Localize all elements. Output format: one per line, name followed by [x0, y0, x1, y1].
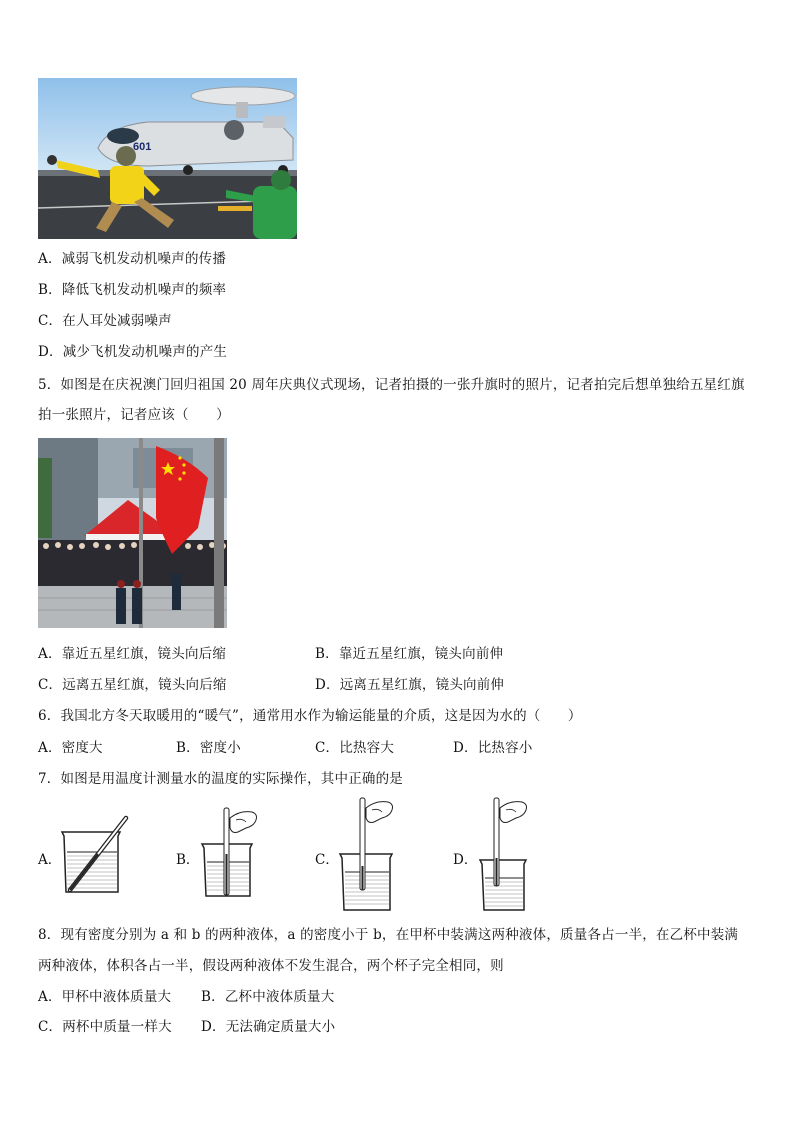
q8-option-d: D．无法确定质量大小 — [201, 1019, 336, 1035]
q5-stem-line2: 拍一张照片，记者应该（ ） — [38, 407, 230, 423]
q6-option-b: B．密度小 — [176, 740, 241, 756]
q8-stem-line2: 两种液体，体积各占一半，假设两种液体不发生混合，两个杯子完全相同，则 — [38, 958, 504, 974]
q5-stem-line1: 5．如图是在庆祝澳门回归祖国 20 周年庆典仪式现场，记者拍摄的一张升旗时的照片，记者拍完后想单独给五星红旗 — [38, 377, 745, 393]
q7-beaker-c — [334, 796, 404, 912]
q4-option-c: C．在人耳处减弱噪声 — [38, 313, 172, 329]
q7-beaker-b — [196, 804, 266, 900]
q5-option-b: B．靠近五星红旗，镜头向前伸 — [315, 646, 504, 662]
q8-stem-line1: 8．现有密度分别为 a 和 b 的两种液体，a 的密度小于 b，在甲杯中装满这两种液体，质量各占一半，在乙杯中装满 — [38, 927, 739, 943]
q5-option-d: D．远离五星红旗，镜头向前伸 — [315, 677, 505, 693]
q8-option-b: B．乙杯中液体质量大 — [201, 989, 335, 1005]
tail-number: 601 — [133, 141, 152, 153]
q7-label-b: B． — [176, 852, 200, 868]
q8-option-a: A．甲杯中液体质量大 — [38, 989, 172, 1005]
q4-option-b: B．降低飞机发动机噪声的频率 — [38, 282, 227, 298]
q7-label-d: D． — [453, 852, 478, 868]
q4-option-a: A．减弱飞机发动机噪声的传播 — [38, 251, 227, 267]
q6-stem: 6．我国北方冬天取暖用的“暖气”，通常用水作为输运能量的介质，这是因为水的（ ） — [38, 708, 582, 724]
q7-label-c: C． — [315, 852, 339, 868]
flag-raising-photo — [38, 438, 227, 628]
q6-option-c: C．比热容大 — [315, 740, 395, 756]
q8-option-c: C．两杯中质量一样大 — [38, 1019, 172, 1035]
q4-option-d: D．减少飞机发动机噪声的产生 — [38, 344, 228, 360]
q6-option-d: D．比热容小 — [453, 740, 533, 756]
q6-option-a: A．密度大 — [38, 740, 103, 756]
q5-option-c: C．远离五星红旗，镜头向后缩 — [38, 677, 227, 693]
q7-beaker-d — [474, 796, 544, 912]
q7-label-a: A． — [38, 852, 62, 868]
q7-beaker-a — [58, 812, 134, 896]
q5-option-a: A．靠近五星红旗，镜头向后缩 — [38, 646, 227, 662]
aircraft-carrier-photo — [38, 78, 297, 239]
q7-stem: 7．如图是用温度计测量水的温度的实际操作，其中正确的是 — [38, 771, 403, 787]
